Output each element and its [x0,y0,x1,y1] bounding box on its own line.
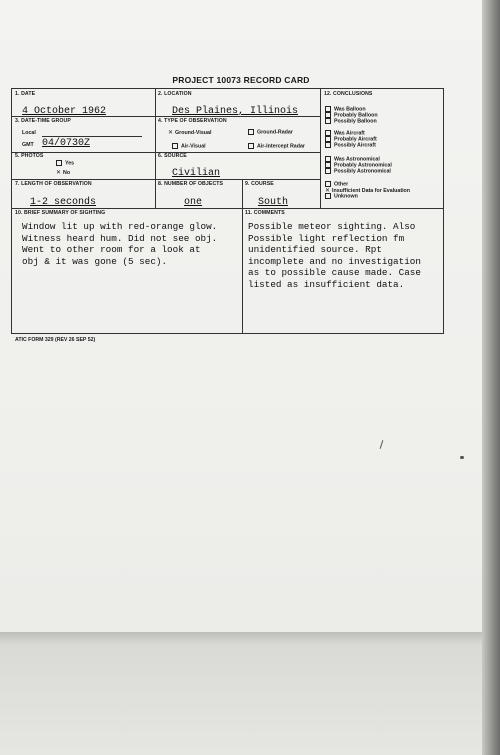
date-label: 1. DATE [15,91,36,97]
conclusion-label: Probably Astronomical [334,162,392,169]
conclusion-item [325,168,391,174]
rule [12,179,320,180]
local-underline [42,136,142,137]
objects-label: 8. NUMBER OF OBJECTS [158,181,224,187]
conclusion-item [325,142,376,148]
conclusion-label: Was Balloon [334,106,366,113]
conclusion-item [325,193,358,199]
type-label: 4. TYPE OF OBSERVATION [158,118,227,124]
checkbox-icon [248,129,254,135]
rule [320,89,321,208]
checkbox-icon [325,193,331,199]
scan-speck [460,456,464,459]
dtg-label: 3. DATE-TIME GROUP [15,118,71,124]
form-number: ATIC FORM 329 (REV 26 SEP 52) [15,337,96,343]
objects-value: one [184,197,203,208]
conclusion-label: Insufficient Data for Evaluation [332,188,411,194]
course-value: South [258,197,289,208]
date-value: 4 October 1962 [22,106,107,117]
conclusion-label: Other [334,181,349,188]
checked-mark-icon: ✕ [325,188,331,194]
dtg-gmt-label: GMT [22,142,34,148]
type-air-visual: Air-Visual [172,143,206,149]
dtg-local-label: Local [22,130,36,136]
lower-paper-band [0,632,482,755]
conclusion-item [325,118,377,124]
photos-yes: Yes [56,160,74,166]
source-label: 6. SOURCE [158,153,187,159]
checkbox-icon [325,118,331,124]
location-label: 2. LOCATION [158,91,192,97]
photos-no: ✕ No [56,170,71,176]
rule [12,208,444,209]
checkbox-icon [56,160,62,166]
checked-mark-icon: ✕ [56,170,62,176]
comments-label: 11. COMMENTS [245,210,285,216]
conclusion-label: Probably Balloon [334,112,378,119]
page-edge-shadow [482,0,500,755]
summary-label: 10. BRIEF SUMMARY OF SIGHTING [15,210,106,216]
checked-mark-icon: ✕ [168,130,174,136]
type-air-intercept: Air-Intercept Radar [248,143,305,149]
conclusion-label: Possibly Aircraft [334,142,376,149]
conclusions-label: 12. CONCLUSIONS [324,91,373,97]
course-label: 9. COURSE [245,181,274,187]
type-ground-radar: Ground-Radar [248,129,293,135]
checkbox-icon [172,143,178,149]
conclusion-label: Possibly Astronomical [334,168,391,175]
summary-text: Window lit up with red-orange glow. Witness heard hum. Did not see obj. Went to other room for a look at obj & it was gone (5 sec). [22,221,218,267]
photos-label: 5. PHOTOS [15,153,44,159]
comments-text: Possible meteor sighting. Also Possible light reflection fm unidentified source. Rpt incomplete and no investigation as to possible cause made. Case listed as insufficient data. [248,221,421,290]
checkbox-icon [248,143,254,149]
conclusion-label: Probably Aircraft [334,136,377,143]
card-title: PROJECT 10073 RECORD CARD [172,75,310,85]
conclusion-label: Was Aircraft [334,130,365,137]
conclusion-label: Unknown [334,193,358,200]
length-label: 7. LENGTH OF OBSERVATION [15,181,92,187]
type-ground-visual: ✕ Ground-Visual [168,130,212,136]
checkbox-icon [325,142,331,148]
rule [155,89,156,208]
source-value: Civilian [172,168,221,179]
conclusion-label: Possibly Balloon [334,118,377,125]
rule [242,179,243,334]
location-value: Des Plaines, Illinois [172,106,299,117]
checkbox-icon [325,168,331,174]
dtg-gmt-value: 04/0730Z [42,138,91,149]
conclusion-label: Was Astronomical [334,156,380,163]
length-value: 1-2 seconds [30,197,97,208]
record-card [11,88,444,334]
